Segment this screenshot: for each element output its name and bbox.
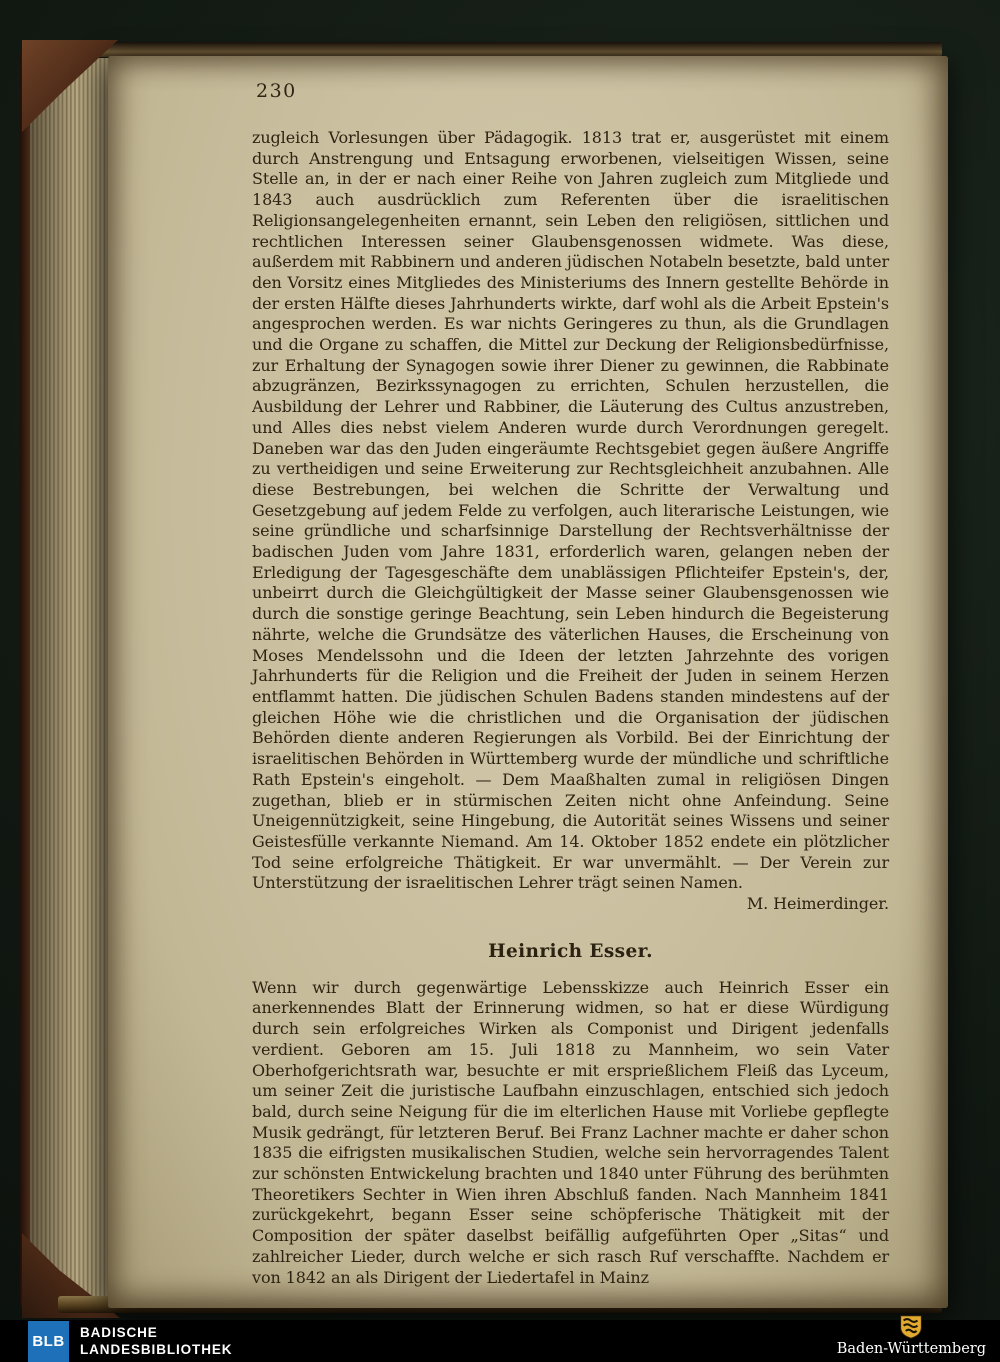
article-end-paragraph [252, 128, 889, 915]
article-end-text: zugleich Vorlesungen über Pädagogik. 1813 trat er, ausgerüstet mit einem durch Anstrengung und Entsagung erworbenen, vielseitigen Wissen, seine Stelle an, in der er nach einer Reihe von Jahren zugleich zum Mitgliede und 1843 auch ausdrücklich zum Referenten über die israelitischen Religionsangelegenheiten ernannt, sein Leben den religiösen, sittlichen und rechtlichen Interessen seiner Glaubensgenossen widmete. Was diese, außerdem mit Rabbinern und anderen jüdischen Notabeln besetzte, bald unter den Vorsitz eines Mitgliedes des Ministeriums des Innern gestellte Behörde in der ersten Hälfte dieses Jahrhunderts wirkte, darf wohl als die Arbeit Epstein's angesprochen werden. Es war nichts Geringeres zu thun, als die Grundlagen und die Organe zu schaffen, die Mittel zur Deckung der Religionsbedürfnisse, zur Erhaltung der Synagogen sowie ihrer Diener zu gewinnen, die Rabbinate abzugränzen, Bezirkssynagogen zu errichten, Schulen herzustellen, die Ausbildung der Lehrer und Rabbiner, die Läuterung des Cultus anzustreben, und Alles dies nebst vielem Anderen wurde durch Verordnungen geregelt. Daneben war das den Juden eingeräumte Rechtsgebiet gegen äußere Angriffe zu vertheidigen und seine Erweiterung zur Rechtsgleichheit anzubahnen. Alle diese Bestrebungen, bei welchen die Schritte der Verwaltung und Gesetzgebung auf jedem Felde zu verfolgen, auch literarische Leistungen, wie seine gründliche und scharfsinnige Darstellung der Rechtsverhältnisse der badischen Juden vom Jahre 1831, erforderlich waren, gelangen neben der Erledigung der Tagesgeschäfte dem unablässigen Pflichteifer Epstein's, der, unbeirrt durch die Gleichgültigkeit der Masse seiner Glaubensgenossen wie durch die sonstige geringe Beachtung, sein Leben hindurch die Begeisterung nährte, welche die Grundsätze des väterlichen Hauses, die Erscheinung von Moses Mendelssohn und die Ideen der letzten Jahrzehnte des vorigen Jahrhunderts für die Religion und die Freiheit der Juden in seinem Herzen entflammt hatten. Die jüdischen Schulen Badens standen mindestens auf der gleichen Höhe wie die christlichen und die Organisation der jüdischen Behörden diente anderen Regierungen als Vorbild. Bei der Einrichtung der israelitischen Behörden in Württemberg wurde der mündliche und schriftliche Rath Epstein's eingeholt. — Dem Maaßhalten zumal in religiösen Dingen zugethan, blieb er in stürmischen Zeiten nicht ohne Anfeindung. Seine Uneigennützigkeit, seine Hingebung, die Autorität seines Wissens und seiner Geistesfülle verkannte Niemand. Am 14. Oktober 1852 endete ein plötzlicher Tod seine erfolgreiche Thätigkeit. Er war unvermählt. — Der Verein zur Unterstützung der israelitischen Lehrer trägt seinen Namen. [252, 128, 889, 893]
article-new-paragraph: Wenn wir durch gegenwärtige Lebensskizze auch Heinrich Esser ein anerkennendes Blatt der Erinnerung widmen, so hat er diese Würdigung durch sein erfolgreiches Wirken als Componist und Dirigent jedenfalls verdient. Geboren am 15. Juli 1818 zu Mannheim, wo sein Vater Oberhofgerichtsrath war, besuchte er mit ersprießlichem Fleiß das Lyceum, um seiner Zeit die juristische Laufbahn einzuschlagen, entschied sich jedoch bald, durch seine Neigung für die im elterlichen Hause mit Vorliebe gepflegte Musik gedrängt, für letzteren Beruf. Bei Franz Lachner machte er daher schon 1835 die eifrigsten musikalischen Studien, welche sein hervorragendes Talent zur schönsten Entwickelung brachten und 1840 unter Führung des berühmten Theoretikers Sechter in Wien ihren Abschluß fanden. Nach Mannheim 1841 zurückgekehrt, begann Esser seine schöpferische Thätigkeit mit der Composition der später daselbst beifällig aufgeführten Oper „Sitas“ und zahlreicher Lieder, durch welche er sich rasch Ruf verschaffte. Nachdem er von 1842 an als Dirigent der Liedertafel in Mainz [252, 977, 889, 1287]
library-name-line1: BADISCHE [80, 1325, 158, 1340]
page-stack-edges [30, 58, 116, 1300]
article-heading: Heinrich Esser. [488, 940, 653, 962]
library-name [80, 1324, 232, 1358]
state-emblem [837, 1314, 986, 1357]
page-number: 230 [256, 80, 297, 102]
author-signature: M. Heimerdinger. [746, 894, 889, 914]
page-text-block [252, 128, 889, 1288]
blb-logo[interactable] [28, 1321, 69, 1362]
book-page [108, 56, 948, 1308]
state-name: Baden-Württemberg [836, 1341, 986, 1357]
book-top-edge [66, 42, 942, 57]
blb-logo-text: BLB [32, 1332, 65, 1350]
library-name-line2: LANDESBIBLIOTHEK [80, 1342, 233, 1357]
coat-of-arms-icon [898, 1314, 924, 1340]
